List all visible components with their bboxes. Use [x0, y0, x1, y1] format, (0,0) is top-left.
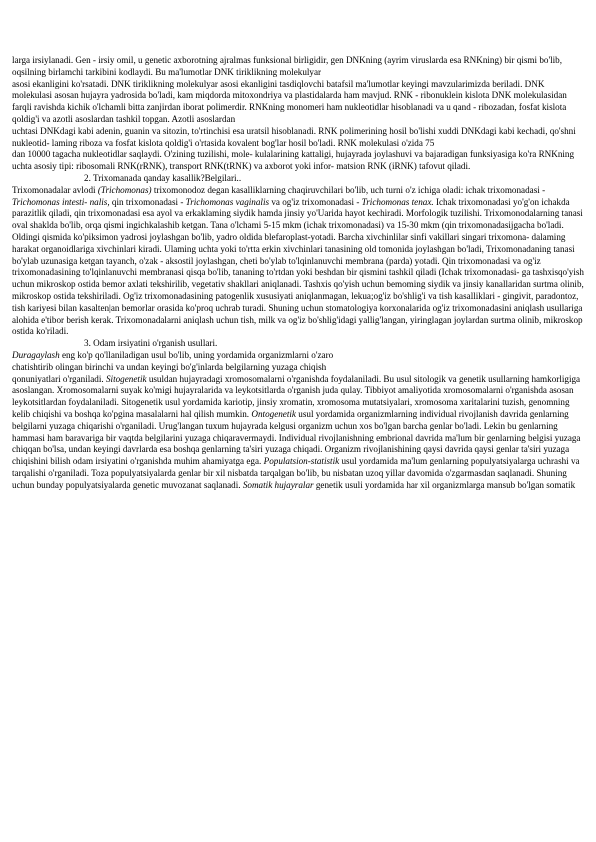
section-heading	[12, 338, 586, 350]
paragraph	[12, 374, 586, 492]
paragraph	[12, 362, 586, 374]
paragraph	[12, 79, 586, 126]
italic-term: Duragaylash	[12, 349, 60, 360]
text-run: trixomonodoz degan kasalliklarning chaqiruvchilari bo'lib, uch turni o'z ichiga oladi: ichak trixomonadasi -	[151, 184, 546, 195]
text-run: qonuniyatlari o'rganiladi.	[12, 373, 106, 384]
text-run: larga irsiylanadi. Gen - irsiy omil, u genetic axborotning ajralmas funksional birligidir, gen DNKning (ayrim viruslarda esa RNKning) bir qismi bo'lib, oqsilning birlamchi tarkibini kodlaydi. Bu ma'lumotlar DNK tiriklikning molekulyar	[12, 55, 563, 77]
text-run: Ichak trixomonadasi yo'g'on ichakda parazitlik qiladi, qin trixomonadasi esa ayol va erkaklaming siydik hamda jinsiy yo'Uarida hayot kechiradi. Morfologik tuzilishi. Trixomonodalarning tanasi oval shaklda bo'lib, orqa qismi ingichkalashib ketgan. Tana o'lchami 5-15 mkm (ichak trixomonadasi) va 15-30 mkm (qin trixomonadasijgacha bo'ladi. Oldingi qismida ko'piksimon yadrosi joylashgan bo'lib, yadro oldida blefaroplast-yotadi. Barcha xivchinlilar sinfi vakillari singari trixomona- dalaming harakat organoidlariga xivchinlari kiradi. Ulaming uchta yoki to'rtta erkin xivchinlari tanasining old tomonida joylashgan bo'ladi, Trixomonadaning tanasi bo'ylab uzunasiga ketgan tayanch, o'zak - aksostil joylashgan, cheti bo'ylab to'lqinlanuvchi membrana (parda) yotadi. Qin trixomonadasi va og'iz trixomonadasining to'lqinlanuvchi membranasi qisqa bo'lib, tananing to'rtdan yoki beshdan bir qismini tashkil qiladi (Ichak trixomonadasi- ga tashxisqo'yish uchun mikroskop ostida bemor axlati tekshirilib, vegetativ shakllari aniqlanadi. Tashxis qo'yish uchun bemoming siydik va jinsiy kanallaridan surtma olinib, mikroskop ostida tekshiriladi. Og'iz trixomonadasining patogenlik xususiyati aniqlanmagan, lekua;og'iz bo'shlig'i va tish kasalliklari - gingivit, paradontoz, tish kariyesi bilan kasalten|an bemorlar orasida ko'proq uchrab turadi. Shuning uchun stomatologiya korxonalarida og'iz trixomonadasini aniqlash usullariga alohida e'tibor berish kerak. Trixomonadalarni aniqlash uchun tish, milk va og'iz bo'shlig'idagi yallig'langan, yiringlagan joylardan surtma olinib, mikroskop ostida ko'riladi.	[12, 196, 584, 337]
italic-term: Trichomonas vaginalis	[185, 196, 270, 207]
text-run: usuldan hujayradagi xromosomalarni o'rganishda foydalaniladi. Bu usul sitologik va genetik usullarning hamkorligiga asoslangan. Xromosomalarni suyak ko'migi hujayralarida va leykotsitlarda o'rganish juda qulay. Tibbiyot amaliyotida xromosomalarni o'rganishda asosan leykotsitlardan foydalaniladi. Sitogenetik usul yordamida kariotip, jinsiy xromatin, xromosoma mutatsiyalari, xromosoma xaritalarini tuzish, genomning kelib chiqishi va boshqa ko'pgina masalalarni hal qilish mumkin.	[12, 373, 581, 419]
paragraph	[12, 55, 586, 79]
italic-term: Trichomonas intesti- nalis,	[12, 196, 110, 207]
text-run: Trixomonadalar avlodi	[12, 184, 98, 195]
text-run: usul yordamida organizmlarning individual rivojlanish davrida genlarning belgilarni yuzaga chiqarishi o'rganiladi. Urug'langan tuxum hujayrada kelgusi organizm uchun xos bo'lgan barcha genlar bo'ladi. Lekin bu genlarning hammasi ham baravariga bir vaqtda belgilarini yuzaga chiqaravermaydi. Individual rivojlanishning embrional davrida ma'lum bir genlarning belgisi yuzaga chiqqan bo'lsa, undan keyingi davrlarda esa boshqa genlarning ta'siri yuzaga chiqadi. Organizm rivojlanishining qaysi davrida qaysi genlar ta'siri yuzaga chiqishini bilish odam irsiyatini o'rganishda muhim ahamiyatga ega.	[12, 408, 581, 467]
text-run: chatishtirib olingan birinchi va undan keyingi bo'g'inlarda belgilarning yuzaga chiqish	[12, 361, 327, 372]
text-run: asosi ekanligini ko'rsatadi. DNK tiriklikning molekulyar asosi ekanligini tasdiqlovchi batafsil ma'lumotlar keyingi mavzularimizda beriladi. DNK molekulasi asosan hujayra yadrosida bo'ladi, kam miqdorda mitoxondriya va plastidalarda ham mavjud. RNK - ribonuklein kislota DNK molekulasidan farqli ravishda kichik o'lchamli bitta zanjirdan iborat polimerdir. RNKning monomeri ham nukleotidlar hisoblanadi va u qand - ribozadan, fosfat kislota qoldig'i va azotli asoslardan tashkil topgan. Azotli asoslardan	[12, 78, 567, 124]
italic-term: Ontogenetik	[251, 408, 296, 419]
paragraph	[12, 149, 586, 173]
text-run: va og'iz trixomonadasi -	[269, 196, 362, 207]
italic-term: Somatik hujayralar	[242, 479, 314, 490]
text-run: 3. Odam irsiyatini o'rganish usullari.	[84, 338, 218, 349]
paragraph	[12, 350, 586, 362]
italic-term: Sitogenetik	[105, 373, 147, 384]
document-body	[12, 55, 586, 491]
text-run: eng ko'p qo'llaniladigan usul bo'lib, uning yordamida organizmlarni o'zaro	[59, 349, 334, 360]
section-heading	[12, 173, 586, 185]
italic-term: (Trichomonas)	[97, 184, 152, 195]
text-run: usul yordamida ma'lum genlarning populyatsiyalarga uchrashi va tarqalishi o'rganiladi. Toza populyatsiyalarda genlar bir xil nisbatda tarqalgan bo'lib, bu nisbatan uzoq yillar davomida o'zgarmasdan saqlanadi. Shuning uchun bunday populyatsiyalarda genetic muvozanat saqlanadi.	[12, 456, 580, 490]
text-run: dan 10000 tagacha nukleotidlar saqlaydi. O'zining tuzilishi, mole- kulalarining kattaligi, hujayrada joylashuvi va bajaradigan funksiyasiga ko'ra RNKning uchta asosiy tipi: ribosomali RNK(rRNK), transport RNK(tRNK) va axborot yoki infor- matsion RNK (iRNK) tafovut qiladi.	[12, 149, 575, 172]
italic-term: Populatsion-statistik	[263, 456, 340, 467]
text-run: uchtasi DNKdagi kabi adenin, guanin va sitozin, to'rtinchisi esa uratsil hisoblanadi. RNK polimerining hosil bo'lishi xuddi DNKdagi kabi kechadi, qo'shni nukleotid- laming riboza va fosfat kislota qoldig'i o'rtasida kovalent bog'lar hosil bo'ladi. RNK molekulasi o'zida 75	[12, 125, 576, 148]
italic-term: Trichomonas tenax.	[361, 196, 434, 207]
text-run: 2. Trixomanada qanday kasallik?Belgilari..	[84, 172, 242, 183]
text-run: genetik usuli yordamida har xil organizmlarga mansub bo'lgan somatik	[313, 479, 576, 490]
paragraph	[12, 185, 586, 338]
paragraph	[12, 126, 586, 150]
text-run: qin trixomonadasi -	[109, 196, 186, 207]
